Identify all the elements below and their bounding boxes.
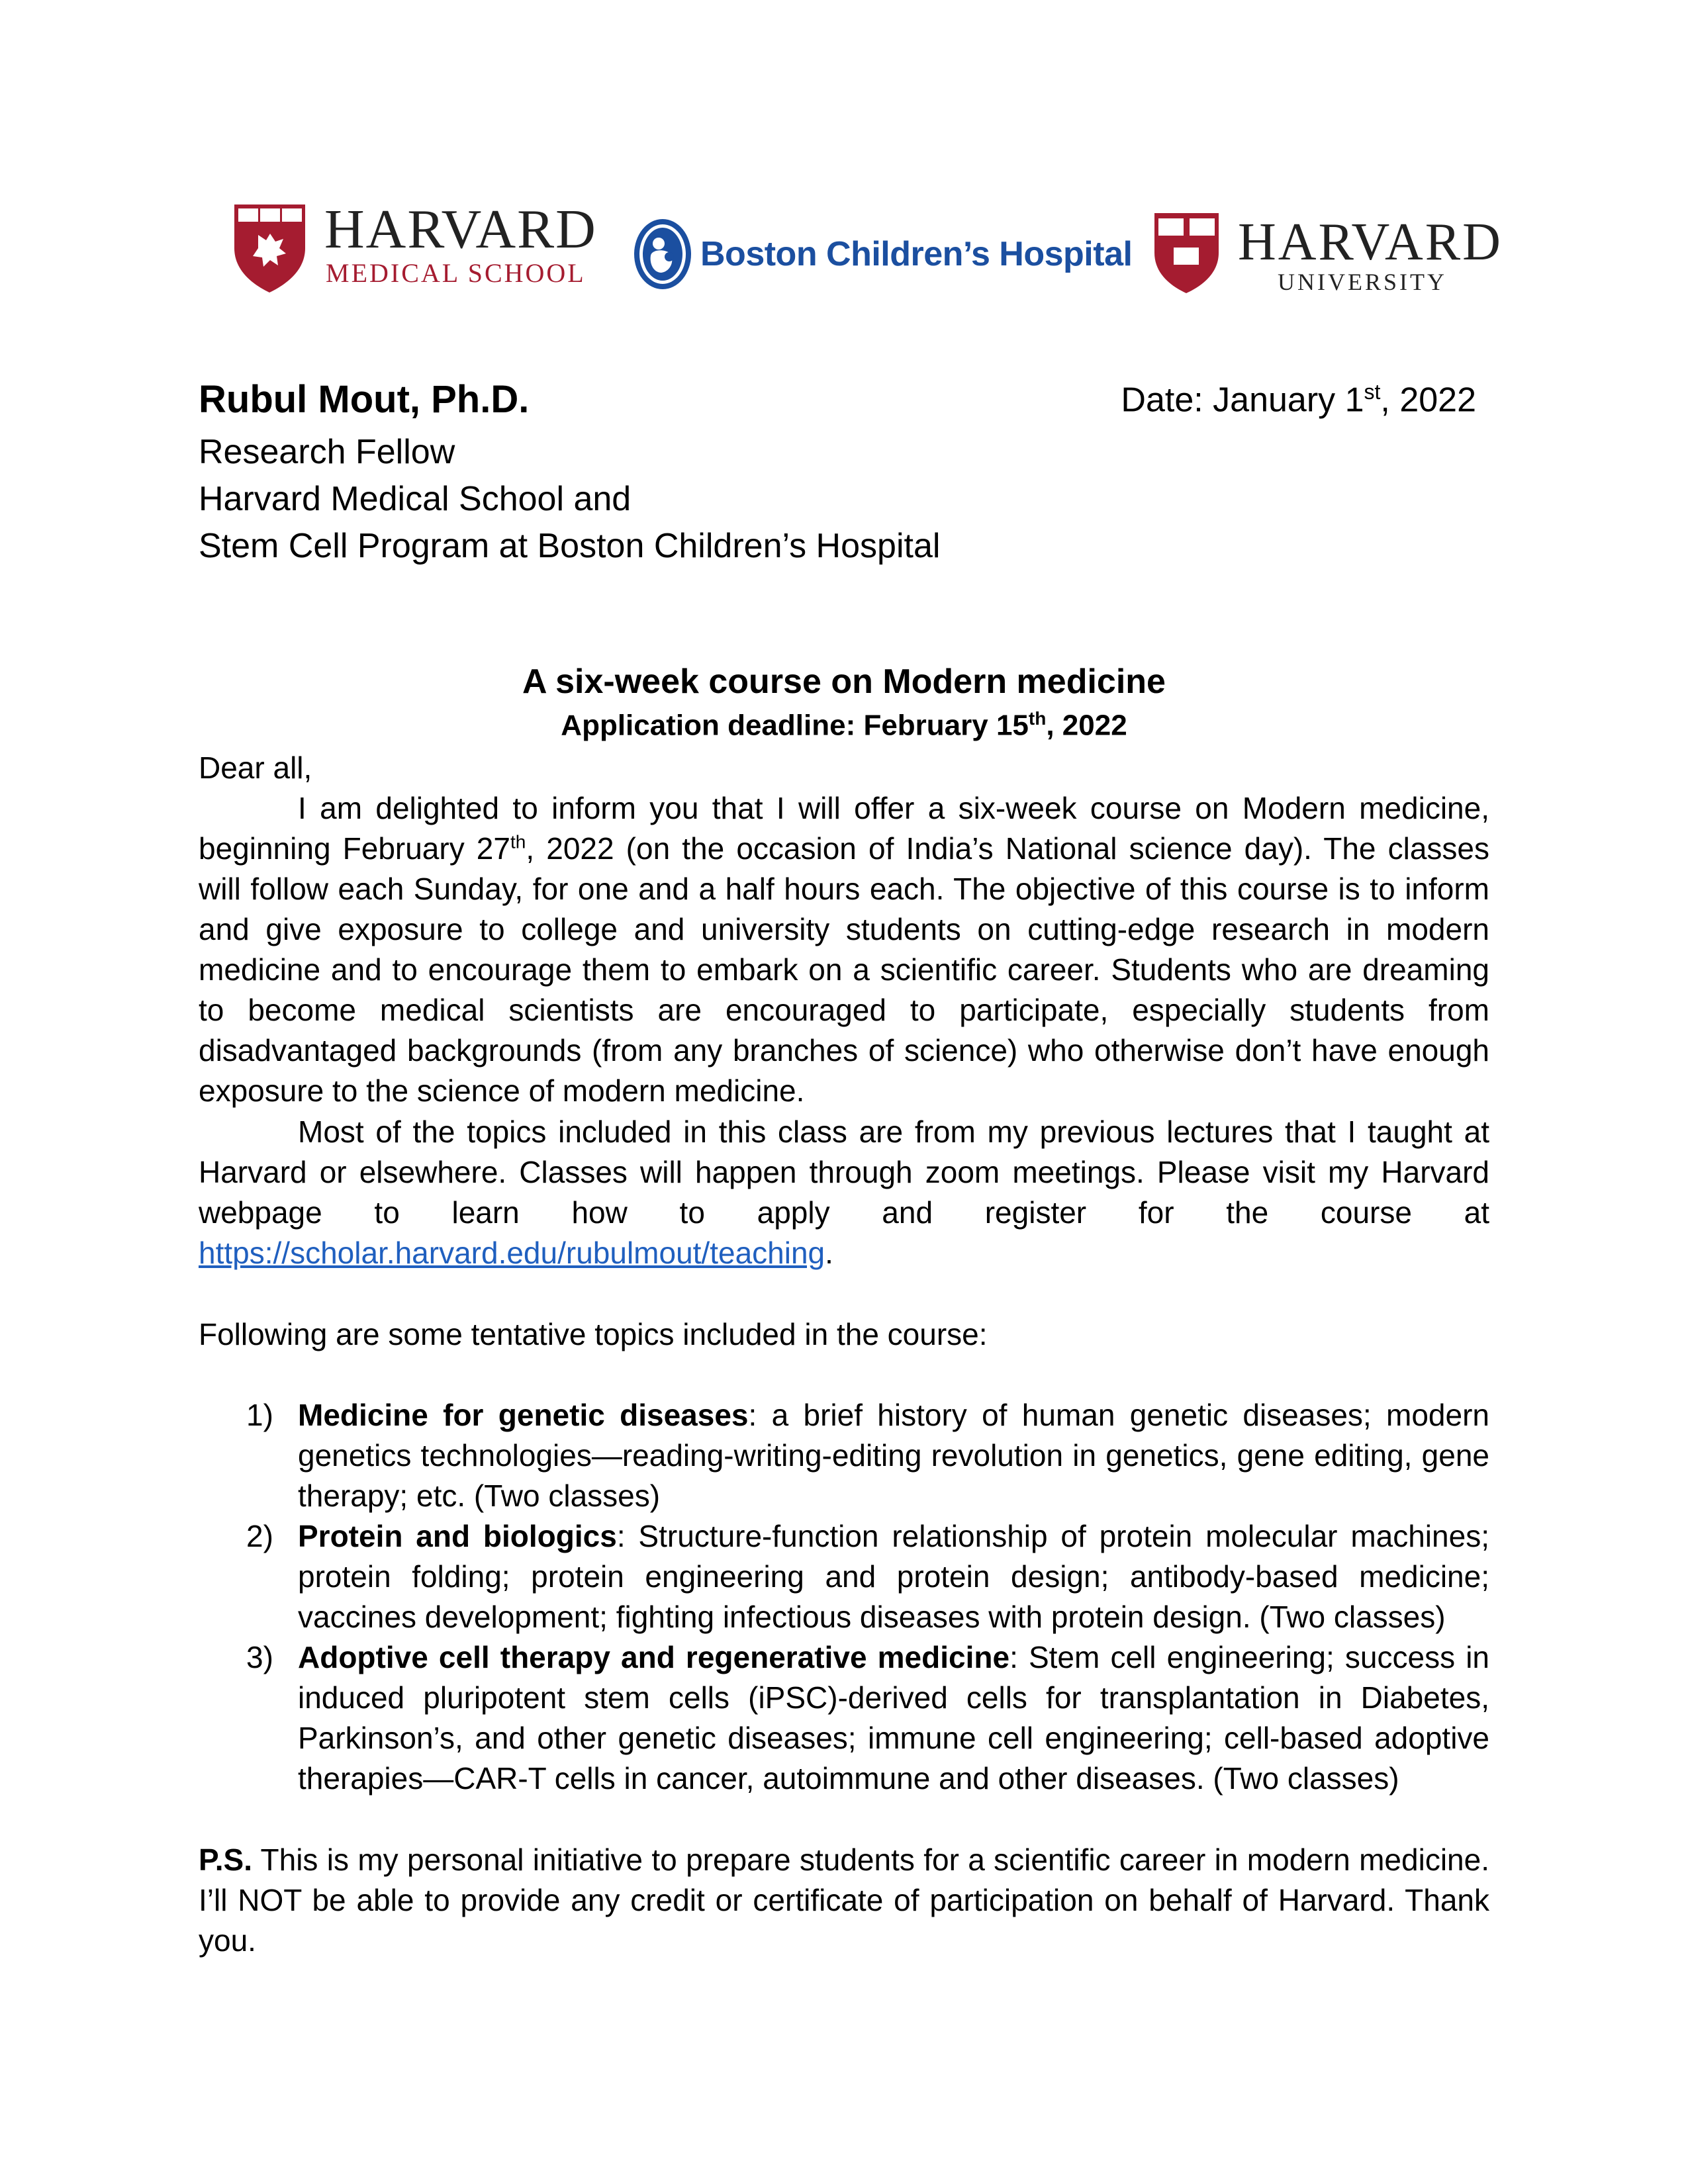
topic-description: : Stem cell engineering; success in induced pluripotent stem cells (iPSC)-derived cells for transplantation in Diabetes, Parkinson’s, and other genetic diseases; immune cell engineering; cell-based adoptive therapies—CAR-T cells in cancer, autoimmune and other diseases. (Two classes): [298, 1640, 1489, 1796]
topic-heading: Medicine for genetic diseases: [298, 1398, 749, 1432]
topic-description: : Structure-function relationship of protein molecular machines; protein folding; protein engineering and protein design; antibody-based medicine; vaccines development; fighting infectious diseases with protein design. (Two classes): [298, 1519, 1489, 1634]
affiliation-line: Harvard Medical School and: [199, 480, 632, 518]
letter-date: Date: January 1st, 2022: [1121, 380, 1476, 420]
topics-intro: Following are some tentative topics included in the course:: [199, 1317, 988, 1351]
paragraph-registration: Most of the topics included in this class are from my previous lectures that I taught at Harvard or elsewhere. Classes will happen through zoom meetings. Please visit my Harvard webpage to learn how to apply and register for the course at https://scholar.harvard.edu/rubulmout/teaching.: [199, 1115, 1489, 1270]
bch-wordmark: Boston Children’s Hospital: [700, 235, 1133, 273]
teaching-page-link[interactable]: https://scholar.harvard.edu/rubulmout/teaching: [199, 1236, 825, 1270]
list-item: [199, 1395, 1489, 1516]
topic-heading: Adoptive cell therapy and regenerative medicine: [298, 1640, 1010, 1674]
paragraph-intro: I am delighted to inform you that I will offer a six-week course on Modern medicine, beginning February 27th, 2022 (on the occasion of India’s National science day). The classes will follow each Sunday, for one and a half hours each. The objective of this course is to inform and give exposure to college and university students on cutting-edge research in modern medicine and to encourage them to embark on a scientific career. Students who are dreaming to become medical scientists are encouraged to participate, especially students from disadvantaged backgrounds (from any branches of science) who otherwise don’t have enough exposure to the science of modern medicine.: [199, 791, 1489, 1108]
hu-subtitle: UNIVERSITY: [1278, 269, 1447, 295]
list-number: 1): [246, 1398, 273, 1432]
topics-list: [199, 1395, 1489, 1799]
postscript-label: P.S.: [199, 1843, 252, 1877]
bch-seal-icon: [632, 217, 693, 291]
harvard-university-logo: [1152, 210, 1503, 303]
author-name: Rubul Mout, Ph.D.: [199, 378, 530, 421]
list-item: [199, 1637, 1489, 1799]
harvard-medical-school-logo: [232, 199, 597, 298]
harvard-shield-icon: [232, 202, 308, 295]
hms-subtitle: MEDICAL SCHOOL: [326, 258, 586, 288]
list-number: 3): [246, 1640, 273, 1674]
salutation: Dear all,: [199, 751, 312, 785]
affiliation: [199, 429, 940, 570]
topic-heading: Protein and biologics: [298, 1519, 617, 1553]
affiliation-line: Stem Cell Program at Boston Children’s Hospital: [199, 527, 941, 565]
list-item: [199, 1516, 1489, 1637]
course-title: A six-week course on Modern medicine: [522, 662, 1166, 701]
postscript-text: This is my personal initiative to prepare students for a scientific career in modern medicine. I’ll NOT be able to provide any credit or certificate of participation on behalf of Harvard. Thank you.: [199, 1843, 1489, 1958]
boston-childrens-hospital-logo: [632, 217, 1149, 296]
application-deadline: Application deadline: February 15th, 2022: [561, 708, 1127, 742]
harvard-shield-icon: [1152, 210, 1221, 295]
hu-wordmark: HARVARD: [1238, 213, 1503, 271]
hms-wordmark: HARVARD: [324, 199, 597, 260]
postscript: [199, 1840, 1489, 1961]
affiliation-line: Research Fellow: [199, 433, 455, 471]
topic-description: : a brief history of human genetic diseases; modern genetics technologies—reading-writing-editing revolution in genetics, gene editing, gene therapy; etc. (Two classes): [298, 1398, 1489, 1513]
list-number: 2): [246, 1519, 273, 1553]
